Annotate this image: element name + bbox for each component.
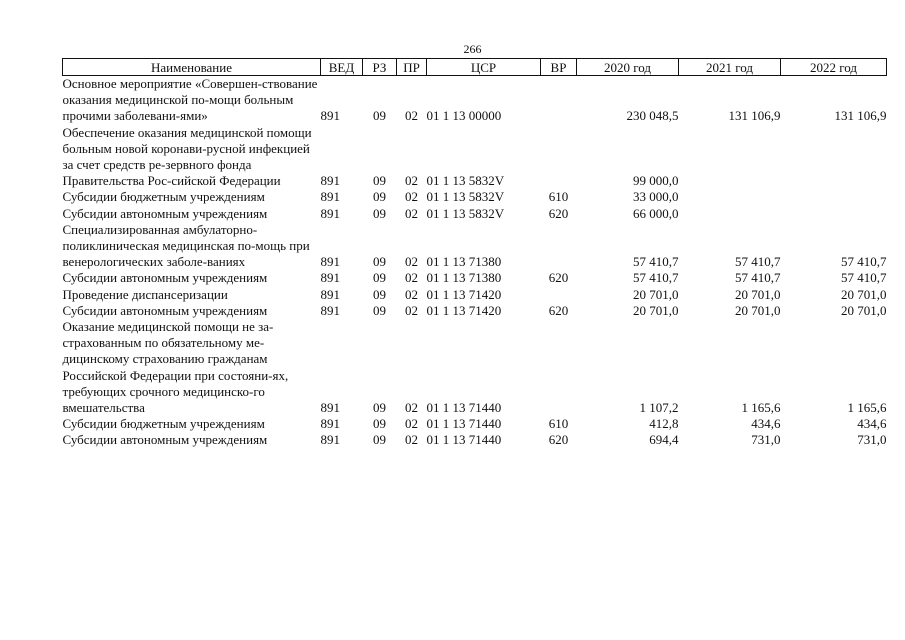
header-rz: РЗ: [363, 59, 397, 76]
row-csr: 01 1 13 71420: [426, 302, 502, 318]
row-2022: 20 701,0: [841, 286, 887, 302]
row-csr: 01 1 13 71440: [426, 400, 502, 416]
row-2021: 131 106,9: [728, 108, 781, 124]
table-row: [63, 76, 887, 125]
row-csr: 01 1 13 71380: [426, 270, 502, 286]
row-2022: 57 410,7: [841, 254, 887, 270]
row-vr: 620: [548, 302, 569, 318]
table-row: [63, 319, 887, 416]
row-name: Оказание медицинской помощи не за-страхованным по обязательному ме-дицинскому страхованию гражданам Российской Федерации при состояни-ях, требующих срочного медицинско-го вмешательства: [62, 319, 289, 416]
header-2021: 2021 год: [679, 59, 781, 76]
table-row: [63, 303, 887, 319]
row-vr: 620: [548, 432, 569, 448]
row-ved: 891: [320, 254, 340, 270]
table-row: [63, 270, 887, 286]
row-ved: 891: [320, 173, 340, 189]
row-rz: 09: [373, 432, 386, 448]
row-2020: 57 410,7: [633, 270, 679, 286]
row-2022: 731,0: [857, 432, 887, 448]
row-2020: 33 000,0: [633, 189, 679, 205]
row-rz: 09: [373, 400, 386, 416]
row-name: Обеспечение оказания медицинской помощи больным новой коронави-русной инфекцией за счет средств ре-зервного фонда Правительства Рос-сийской Федерации: [62, 124, 312, 189]
table-row: [63, 416, 887, 432]
row-2022: [781, 189, 887, 205]
row-pr: 02: [405, 432, 418, 448]
row-rz: 09: [373, 205, 386, 221]
row-vr: [541, 125, 577, 190]
row-pr: 02: [405, 173, 418, 189]
row-csr: 01 1 13 71440: [426, 416, 502, 432]
row-2021: 20 701,0: [735, 302, 781, 318]
header-vr: ВР: [541, 59, 577, 76]
header-row: [63, 59, 887, 76]
row-2021: 57 410,7: [735, 254, 781, 270]
row-rz: 09: [373, 416, 386, 432]
row-ved: 891: [320, 432, 340, 448]
row-2020: 99 000,0: [633, 173, 679, 189]
row-2022: 131 106,9: [834, 108, 887, 124]
row-2021: 434,6: [751, 416, 781, 432]
row-name: Субсидии бюджетным учреждениям: [62, 189, 265, 205]
row-2020: 230 048,5: [626, 108, 679, 124]
row-2021: [679, 189, 781, 205]
row-name: Субсидии автономным учреждениям: [62, 302, 268, 318]
row-vr: [541, 319, 577, 416]
row-name: Субсидии автономным учреждениям: [62, 432, 268, 448]
row-2020: 694,4: [649, 432, 679, 448]
row-ved: 891: [320, 400, 340, 416]
row-vr: 620: [548, 270, 569, 286]
row-2021: 731,0: [751, 432, 781, 448]
row-csr: 01 1 13 71440: [426, 432, 502, 448]
row-rz: 09: [373, 189, 386, 205]
header-name: Наименование: [63, 59, 321, 76]
row-2020: 20 701,0: [633, 286, 679, 302]
row-2021: 20 701,0: [735, 286, 781, 302]
row-2020: 66 000,0: [633, 205, 679, 221]
row-vr: 610: [548, 416, 569, 432]
table-row: [63, 125, 887, 190]
row-vr: [541, 76, 577, 125]
row-rz: 09: [373, 286, 386, 302]
table-row: [63, 206, 887, 222]
row-pr: 02: [405, 270, 418, 286]
row-name: Субсидии автономным учреждениям: [62, 205, 268, 221]
row-vr: [541, 287, 577, 303]
row-rz: 09: [373, 270, 386, 286]
row-pr: 02: [405, 416, 418, 432]
budget-table: [62, 58, 887, 449]
row-vr: [541, 222, 577, 271]
row-2021: [679, 125, 781, 190]
row-ved: 891: [320, 189, 340, 205]
row-rz: 09: [373, 173, 386, 189]
row-csr: 01 1 13 71380: [426, 254, 502, 270]
row-csr: 01 1 13 00000: [426, 108, 502, 124]
table-row: [63, 189, 887, 205]
row-csr: 01 1 13 5832V: [426, 205, 505, 221]
row-name: Субсидии бюджетным учреждениям: [62, 416, 265, 432]
table-body: [63, 76, 887, 449]
row-pr: 02: [405, 286, 418, 302]
row-csr: 01 1 13 71420: [426, 286, 502, 302]
row-rz: 09: [373, 254, 386, 270]
row-pr: 02: [405, 400, 418, 416]
row-csr: 01 1 13 5832V: [426, 189, 505, 205]
table-row: [63, 432, 887, 448]
row-2022: [781, 206, 887, 222]
row-2021: 1 165,6: [741, 400, 781, 416]
row-2022: 57 410,7: [841, 270, 887, 286]
row-rz: 09: [373, 108, 386, 124]
row-2020: 412,8: [649, 416, 679, 432]
page-number: 266: [463, 42, 482, 56]
row-ved: 891: [320, 205, 340, 221]
row-vr: 620: [548, 205, 569, 221]
row-2020: 20 701,0: [633, 302, 679, 318]
table-row: [63, 222, 887, 271]
row-2021: 57 410,7: [735, 270, 781, 286]
row-name: Проведение диспансеризации: [62, 286, 228, 302]
table-row: [63, 287, 887, 303]
header-csr: ЦСР: [427, 59, 541, 76]
header-2022: 2022 год: [781, 59, 887, 76]
row-ved: 891: [320, 302, 340, 318]
row-2021: [679, 206, 781, 222]
row-2022: 434,6: [857, 416, 887, 432]
row-rz: 09: [373, 302, 386, 318]
header-ved: ВЕД: [321, 59, 363, 76]
row-pr: 02: [405, 189, 418, 205]
header-pr: ПР: [397, 59, 427, 76]
row-pr: 02: [405, 254, 418, 270]
row-name: Субсидии автономным учреждениям: [62, 270, 268, 286]
row-2022: [781, 125, 887, 190]
row-2022: 1 165,6: [847, 400, 887, 416]
row-vr: 610: [548, 189, 569, 205]
row-ved: 891: [320, 286, 340, 302]
header-2020: 2020 год: [577, 59, 679, 76]
row-pr: 02: [405, 108, 418, 124]
row-name: Специализированная амбулаторно-поликлиническая медицинская по-мощь при венерологических заболе-ваниях: [62, 221, 310, 270]
row-2022: 20 701,0: [841, 302, 887, 318]
row-ved: 891: [320, 270, 340, 286]
row-ved: 891: [320, 416, 340, 432]
row-csr: 01 1 13 5832V: [426, 173, 505, 189]
row-2020: 57 410,7: [633, 254, 679, 270]
row-pr: 02: [405, 302, 418, 318]
row-pr: 02: [405, 205, 418, 221]
row-2020: 1 107,2: [639, 400, 679, 416]
row-ved: 891: [320, 108, 340, 124]
row-name: Основное мероприятие «Совершен-ствование оказания медицинской по-мощи больным прочими заболевани-ями»: [62, 76, 318, 124]
